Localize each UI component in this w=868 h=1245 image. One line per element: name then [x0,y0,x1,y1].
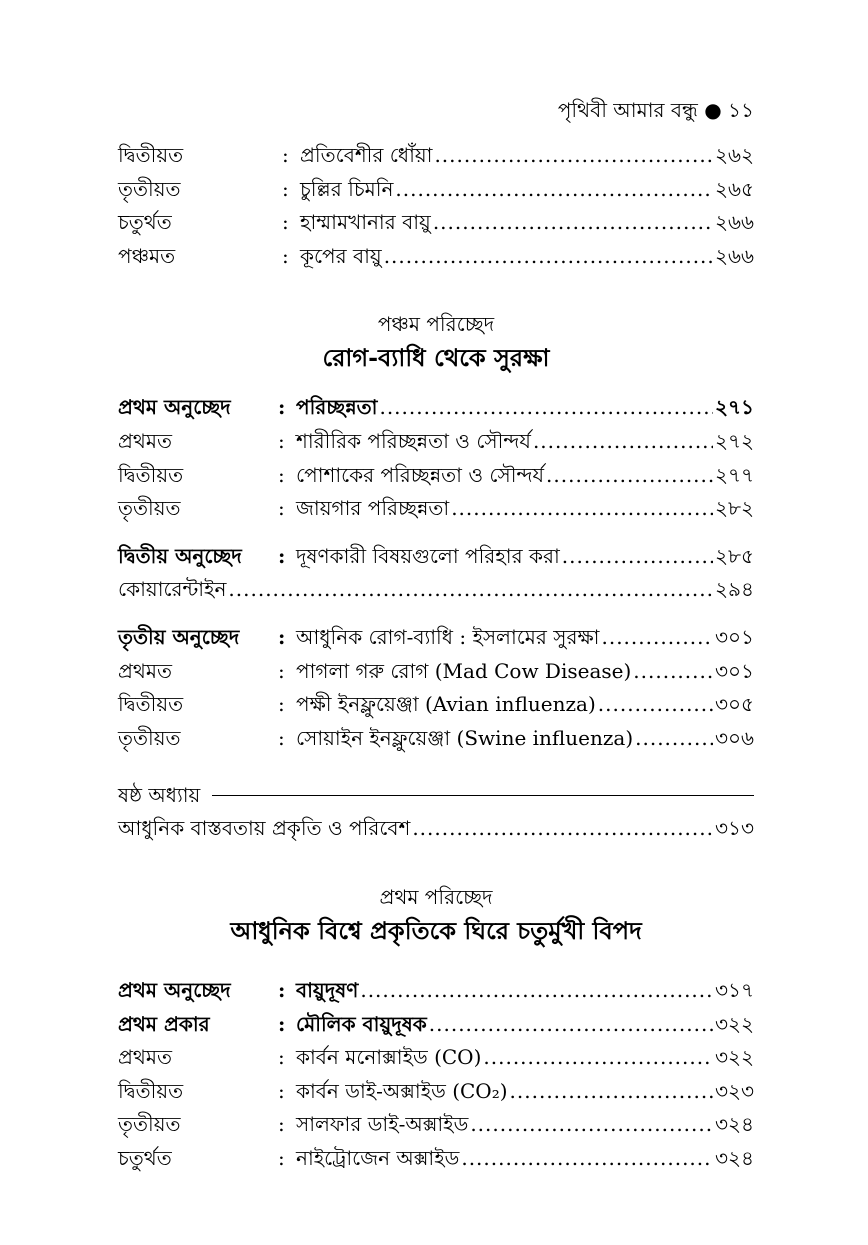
entry-label: তৃতীয়ত [118,496,181,521]
toc-entry [118,1108,754,1142]
dot-leader [483,1041,713,1075]
chapter-heading-row [118,779,754,812]
entry-label: দ্বিতীয়ত [118,462,184,487]
entry-title: শারীরিক পরিচ্ছন্নতা ও সৌন্দর্য [296,428,531,453]
dot-leader [598,688,713,722]
entry-title: হাম্মামখানার বায়ু [300,210,431,235]
dot-leader [510,1075,713,1109]
toc-entry [118,1142,754,1176]
entry-colon: : [278,428,285,453]
entry-colon: : [278,462,285,487]
entry-colon: : [278,624,286,649]
entry-colon: : [278,725,285,750]
entry-colon: : [278,1145,285,1170]
entry-label: চতুর্থত [118,210,172,235]
section-title: মৌলিক বায়ুদূষক [296,1011,427,1036]
entry-colon: : [278,1112,285,1137]
entry-title: পোশাকের পরিচ্ছন্নতা ও সৌন্দর্য [296,462,545,487]
entry-page: ৩০১ [715,658,754,683]
toc-entry [118,573,754,607]
entry-page: ২৯৪ [715,577,754,602]
entry-page: ৩২২ [714,1011,754,1036]
toc-entry [118,492,754,526]
entry-label: চতুর্থত [118,1145,172,1170]
entry-page: ২৬২ [714,143,754,167]
entry-colon: : [278,496,285,521]
entry-page: ৩২২ [714,1045,754,1070]
section-entry [118,540,754,574]
entry-label: দ্বিতীয়ত [118,143,184,167]
dot-leader [470,1108,713,1142]
section-entry [118,621,754,655]
entry-colon: : [278,977,286,1002]
entry-label: পঞ্চমত [118,243,176,268]
section-title: দূষণকারী বিষয়গুলো পরিহার করা [296,543,560,568]
entry-colon: : [282,210,289,235]
entry-label: তৃতীয়ত [118,725,181,750]
entry-page: ২৬৬ [714,210,754,235]
entry-page: ৩২৪ [715,1112,754,1137]
divider-rule [212,795,754,796]
entry-label: প্রথমত [118,1045,172,1070]
entry-colon: : [278,658,285,683]
dot-leader [451,492,713,526]
toc-entry [118,688,754,722]
entry-label: প্রথমত [118,658,172,683]
entry-colon: : [278,1078,285,1103]
entry-title: কূপের বায়ু [300,243,382,268]
section-label: প্রথম অনুচ্ছেদ [118,977,231,1002]
chapter-title: আধুনিক বিশ্বে প্রকৃতিকে ঘিরে চতুর্মুখী বিপদ [230,915,642,945]
entry-colon: : [278,543,286,568]
dot-leader [395,173,713,207]
dot-leader [429,1008,713,1042]
entry-page: ৩০১ [715,624,754,649]
entry-title: পক্ষী ইনফ্লুয়েঞ্জা (Avian influenza) [296,692,596,717]
chapter-title: রোগ-ব্যাধি থেকে সুরক্ষা [322,343,550,373]
section-title: পরিচ্ছন্নতা [296,395,378,420]
dot-leader [546,459,713,493]
entry-page: ৩০৫ [715,692,754,717]
entry-title: চুল্লির চিমনি [300,176,394,201]
entry-title: সোয়াইন ইনফ্লুয়েঞ্জা (Swine influenza) [296,725,634,750]
toc-entry [118,425,754,459]
running-head: পৃথিবী আমার বন্ধু ● ১১ [557,98,754,122]
entry-label: প্রথমত [118,428,172,453]
entry-colon: : [278,1045,285,1070]
dot-leader [434,139,713,173]
chapter-label: পঞ্চম পরিচ্ছেদ [377,312,495,337]
entry-page: ৩২৪ [715,1145,754,1170]
dot-leader [228,573,713,607]
toc-entry [118,459,754,493]
entry-title: নাইট্রোজেন অক্সাইড [296,1145,460,1170]
dot-leader [433,206,713,240]
entry-page: ২৮৫ [715,543,754,568]
entry-page: ২৬৫ [715,176,754,201]
section-label: দ্বিতীয় অনুচ্ছেদ [118,543,242,568]
entry-label: দ্বিতীয়ত [118,1078,184,1103]
section-title: আধুনিক রোগ-ব্যাধি : ইসলামের সুরক্ষা [296,624,600,649]
entry-page: ৩০৬ [714,725,754,750]
section-label: তৃতীয় অনুচ্ছেদ [118,624,240,649]
dot-leader [635,722,713,756]
entry-label: তৃতীয়ত [118,1112,181,1137]
dot-leader [360,974,713,1008]
toc-entry [118,812,754,846]
entry-colon: : [278,1011,286,1036]
entry-page: ২৭৭ [714,462,754,487]
entry-page: ২৬৬ [714,243,754,268]
chapter-label: প্রথম পরিচ্ছেদ [379,884,493,909]
section-entry [118,974,754,1008]
entry-title: প্রতিবেশীর ধোঁয়া [300,143,433,167]
toc-entry [118,173,754,207]
entry-title: কোয়ারেন্টাইন [118,577,227,602]
entry-colon: : [282,243,289,268]
section-entry [118,1008,754,1042]
dot-leader [533,425,713,459]
entry-colon: : [282,176,289,201]
entry-title: পাগলা গরু রোগ (Mad Cow Disease) [296,658,632,683]
toc-entry [118,206,754,240]
dot-leader [562,540,713,574]
entry-colon: : [282,143,289,167]
entry-title: কার্বন মনোক্সাইড (CO) [296,1045,482,1070]
dot-leader [412,812,713,846]
entry-title: আধুনিক বাস্তবতায় প্রকৃতি ও পরিবেশ [118,816,411,841]
chapter-label: ষষ্ঠ অধ্যায় [118,783,201,808]
entry-page: ৩১৩ [715,816,754,841]
section-title: বায়ুদূষণ [296,977,359,1002]
section-entry [118,391,754,425]
toc-page [118,95,754,1175]
toc-entry [118,1075,754,1109]
entry-page: ২৮২ [715,496,754,521]
dot-leader [384,240,713,274]
entry-title: সালফার ডাই-অক্সাইড [296,1112,469,1137]
toc-entry [118,722,754,756]
entry-colon: : [278,692,285,717]
section-label: প্রথম অনুচ্ছেদ [118,395,231,420]
section-label: প্রথম প্রকার [118,1011,210,1036]
entry-label: দ্বিতীয়ত [118,692,184,717]
dot-leader [461,1142,713,1176]
entry-title: কার্বন ডাই-অক্সাইড (CO₂) [296,1078,508,1103]
toc-entry [118,240,754,274]
toc-entry [118,139,754,173]
entry-page: ৩২৩ [714,1078,754,1103]
dot-leader [379,391,713,425]
toc-entry [118,1041,754,1075]
dot-leader [601,621,713,655]
toc-entry [118,655,754,689]
entry-title: জায়গার পরিচ্ছন্নতা [296,496,450,521]
dot-leader [633,655,713,689]
entry-label: তৃতীয়ত [118,176,181,201]
entry-page: ৩১৭ [715,977,754,1002]
entry-page: ২৭১ [715,395,754,420]
entry-colon: : [278,395,286,420]
entry-page: ২৭২ [714,428,754,453]
